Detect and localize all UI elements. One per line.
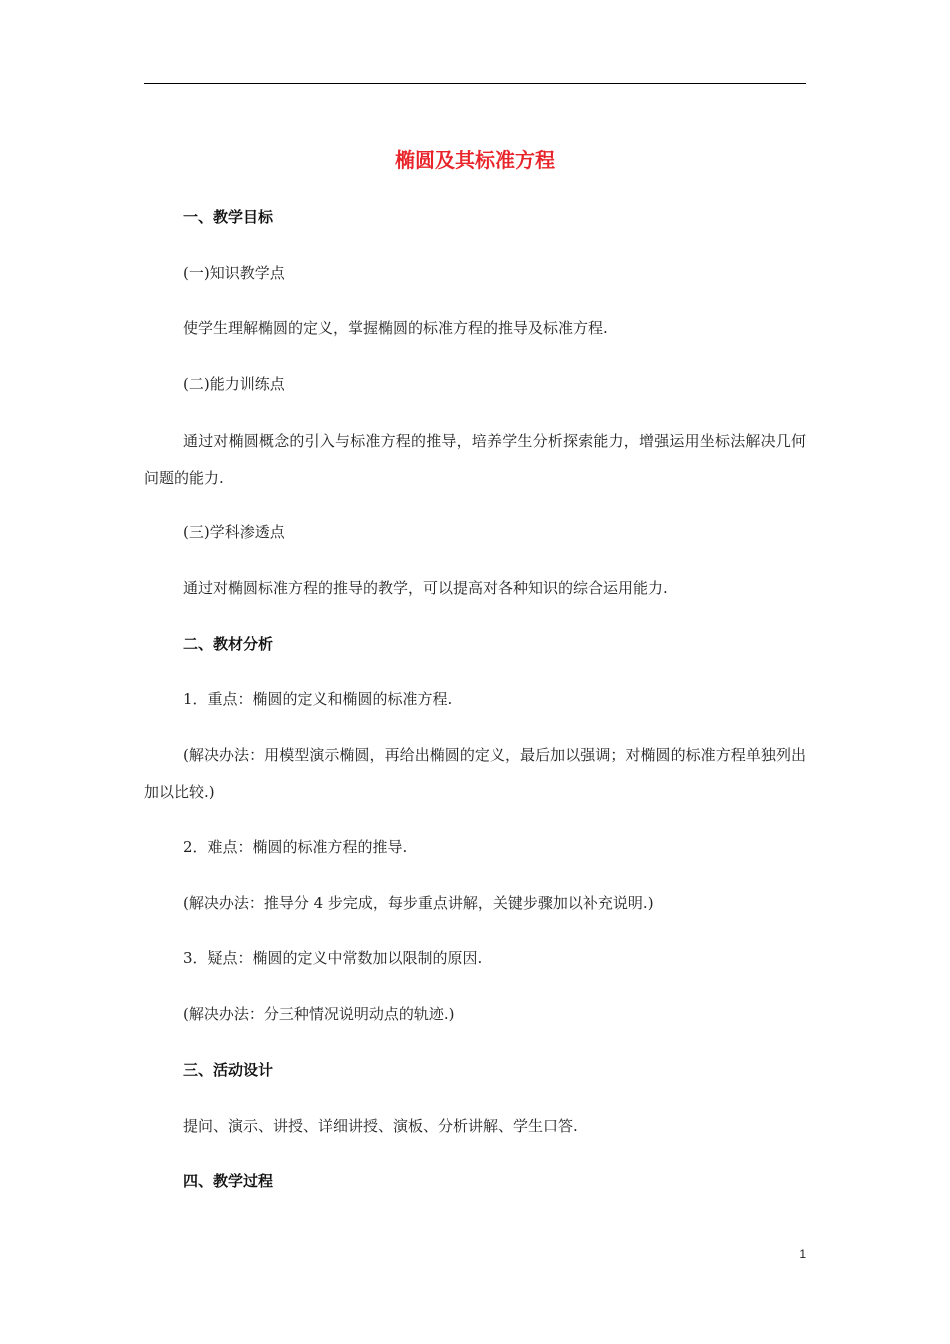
subheading-interdisciplinary: (三)学科渗透点 (183, 523, 285, 541)
paragraph-activity-design: 提问、演示、讲授、详细讲授、演板、分析讲解、学生口答. (183, 1117, 578, 1135)
header-rule (144, 83, 806, 84)
section-heading-material-analysis: 二、教材分析 (183, 635, 274, 653)
note-difficult-point-solution: (解决办法：推导分 4 步完成，每步重点讲解，关键步骤加以补充说明.) (183, 894, 654, 912)
section-heading-objectives: 一、教学目标 (183, 208, 274, 226)
list-item-doubtful-point: 3．疑点：椭圆的定义中常数加以限制的原因. (183, 949, 483, 967)
paragraph-interdisciplinary: 通过对椭圆标准方程的推导的教学，可以提高对各种知识的综合运用能力. (183, 579, 668, 597)
list-item-key-point: 1．重点：椭圆的定义和椭圆的标准方程. (183, 690, 453, 708)
page-number: 1 (799, 1247, 806, 1261)
paragraph-knowledge-points: 使学生理解椭圆的定义，掌握椭圆的标准方程的推导及标准方程. (183, 319, 608, 337)
subheading-ability-training: (二)能力训练点 (183, 375, 285, 393)
document-title: 椭圆及其标准方程 (395, 148, 555, 172)
list-item-difficult-point: 2．难点：椭圆的标准方程的推导. (183, 838, 408, 856)
section-heading-teaching-process: 四、教学过程 (183, 1172, 274, 1190)
paragraph-ability-training: 通过对椭圆概念的引入与标准方程的推导，培养学生分析探索能力，增强运用坐标法解决几何问题的能力. (144, 432, 806, 487)
note-doubtful-point-solution: (解决办法：分三种情况说明动点的轨迹.) (183, 1005, 455, 1023)
subheading-knowledge-points: (一)知识教学点 (183, 264, 285, 282)
note-key-point-solution: (解决办法：用模型演示椭圆，再给出椭圆的定义，最后加以强调；对椭圆的标准方程单独列出加以比较.) (144, 746, 806, 801)
section-heading-activity-design: 三、活动设计 (183, 1061, 274, 1079)
